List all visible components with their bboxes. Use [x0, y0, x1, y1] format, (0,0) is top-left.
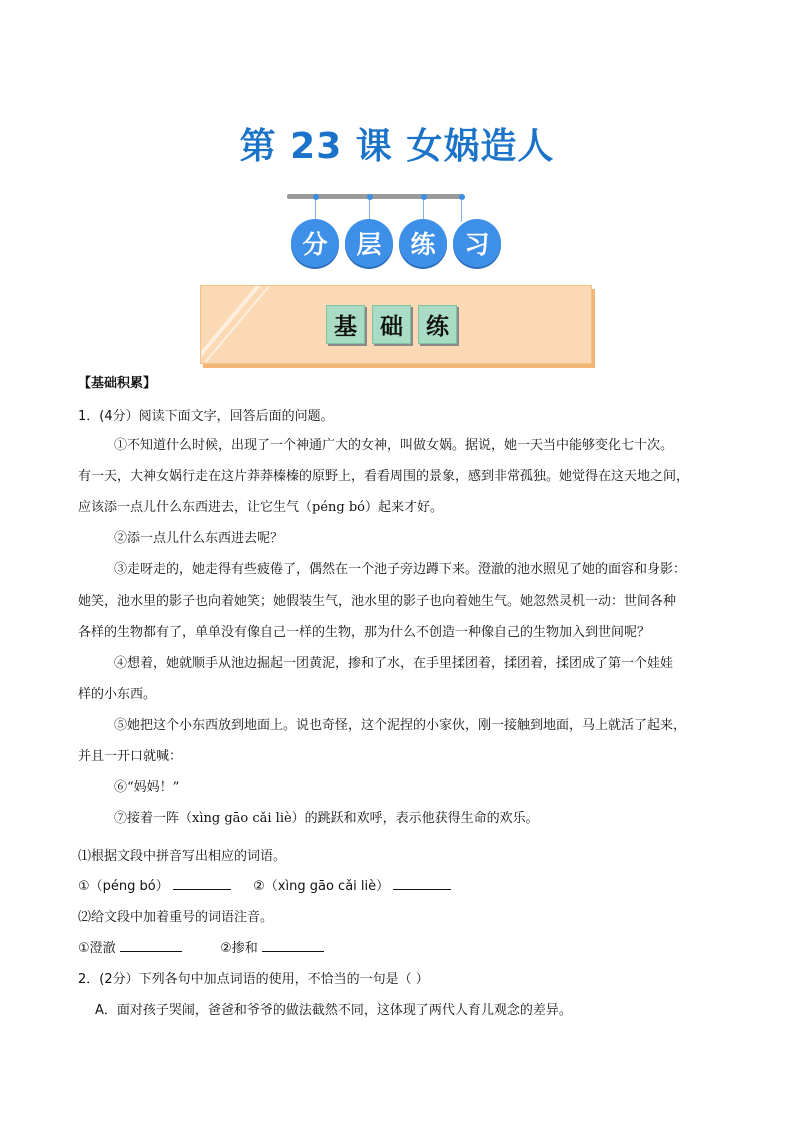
badge-ceng: 层 — [345, 219, 393, 267]
section-heading: 【基础积累】 — [78, 376, 157, 391]
answer-label: ②（xìng gāo cǎi liè） — [253, 879, 390, 894]
question-1-stem: 1．(4分）阅读下面文字，回答后面的问题。 — [78, 409, 334, 424]
passage-line: 样的小东西。 — [78, 687, 157, 702]
answer-label: ②掺和 — [220, 941, 258, 956]
answer-label: ①（péng bó） — [78, 879, 169, 894]
sub-question-2-answers — [78, 937, 324, 956]
banner-shine — [205, 285, 284, 363]
page-title: 第 23 课 女娲造人 — [239, 126, 555, 167]
answer-blank[interactable] — [393, 877, 451, 890]
passage-line: ④想着，她就顺手从池边掘起一团黄泥，掺和了水，在手里揉团着，揉团着，揉团成了第一个娃娃 — [114, 656, 674, 671]
banner-tile-ji: 基 — [326, 305, 365, 344]
passage-line: ②添一点儿什么东西进去呢？ — [114, 531, 284, 546]
hanger-peg — [421, 194, 427, 200]
passage-line: ①不知道什么时候，出现了一个神通广大的女神，叫做女娲。据说，她一天当中能够变化七十次。 — [114, 438, 674, 453]
passage-line: ⑦接着一阵（xìng gāo cǎi liè）的跳跃和欢呼，表示他获得生命的欢乐。 — [114, 811, 539, 826]
passage-line: ⑥“妈妈！” — [114, 780, 180, 795]
sub-question-1-answers — [78, 875, 451, 894]
sub-question-2: ⑵给文段中加着重号的词语注音。 — [78, 910, 274, 925]
hanger-string — [461, 200, 462, 222]
hanger-peg — [459, 194, 465, 200]
passage-line: 并且一开口就喊： — [78, 749, 183, 764]
passage-line: 她笑，池水里的影子也向着她笑；她假装生气，池水里的影子也向着她生气。她忽然灵机一动：世间各种 — [78, 594, 677, 609]
passage-line: ⑤她把这个小东西放到地面上。说也奇怪，这个泥捏的小家伙，刚一接触到地面，马上就活了起来， — [114, 718, 687, 733]
passage-line: ③走呀走的，她走得有些疲倦了，偶然在一个池子旁边蹲下来。澄澈的池水照见了她的面容和身影： — [114, 562, 687, 577]
hanger-peg — [313, 194, 319, 200]
banner-tile-lian: 练 — [418, 305, 457, 344]
badge-fen: 分 — [291, 219, 339, 267]
answer-label: ①澄澈 — [78, 941, 116, 956]
hanger-peg — [367, 194, 373, 200]
passage-line: 应该添一点儿什么东西进去，让它生气（péng bó）起来才好。 — [78, 500, 443, 515]
passage-line: 有一天，大神女娲行走在这片莽莽榛榛的原野上，看看周围的景象，感到非常孤独。她觉得在这天地之间， — [78, 469, 690, 484]
badge-lian: 练 — [399, 219, 447, 267]
answer-blank[interactable] — [262, 939, 324, 952]
sub-question-1: ⑴根据文段中拼音写出相应的词语。 — [78, 849, 287, 864]
question-2-stem: 2．(2分）下列各句中加点词语的使用，不恰当的一句是（ ） — [78, 972, 429, 987]
banner-tile-chu: 础 — [372, 305, 411, 344]
answer-blank[interactable] — [120, 939, 182, 952]
passage-line: 各样的生物都有了，单单没有像自己一样的生物，那为什么不创造一种像自己的生物加入到世间呢？ — [78, 625, 651, 640]
answer-blank[interactable] — [173, 877, 231, 890]
question-2-option-a: A．面对孩子哭闹，爸爸和爷爷的做法截然不同，这体现了两代人育儿观念的差异。 — [95, 1003, 572, 1018]
badge-xi: 习 — [453, 219, 501, 267]
